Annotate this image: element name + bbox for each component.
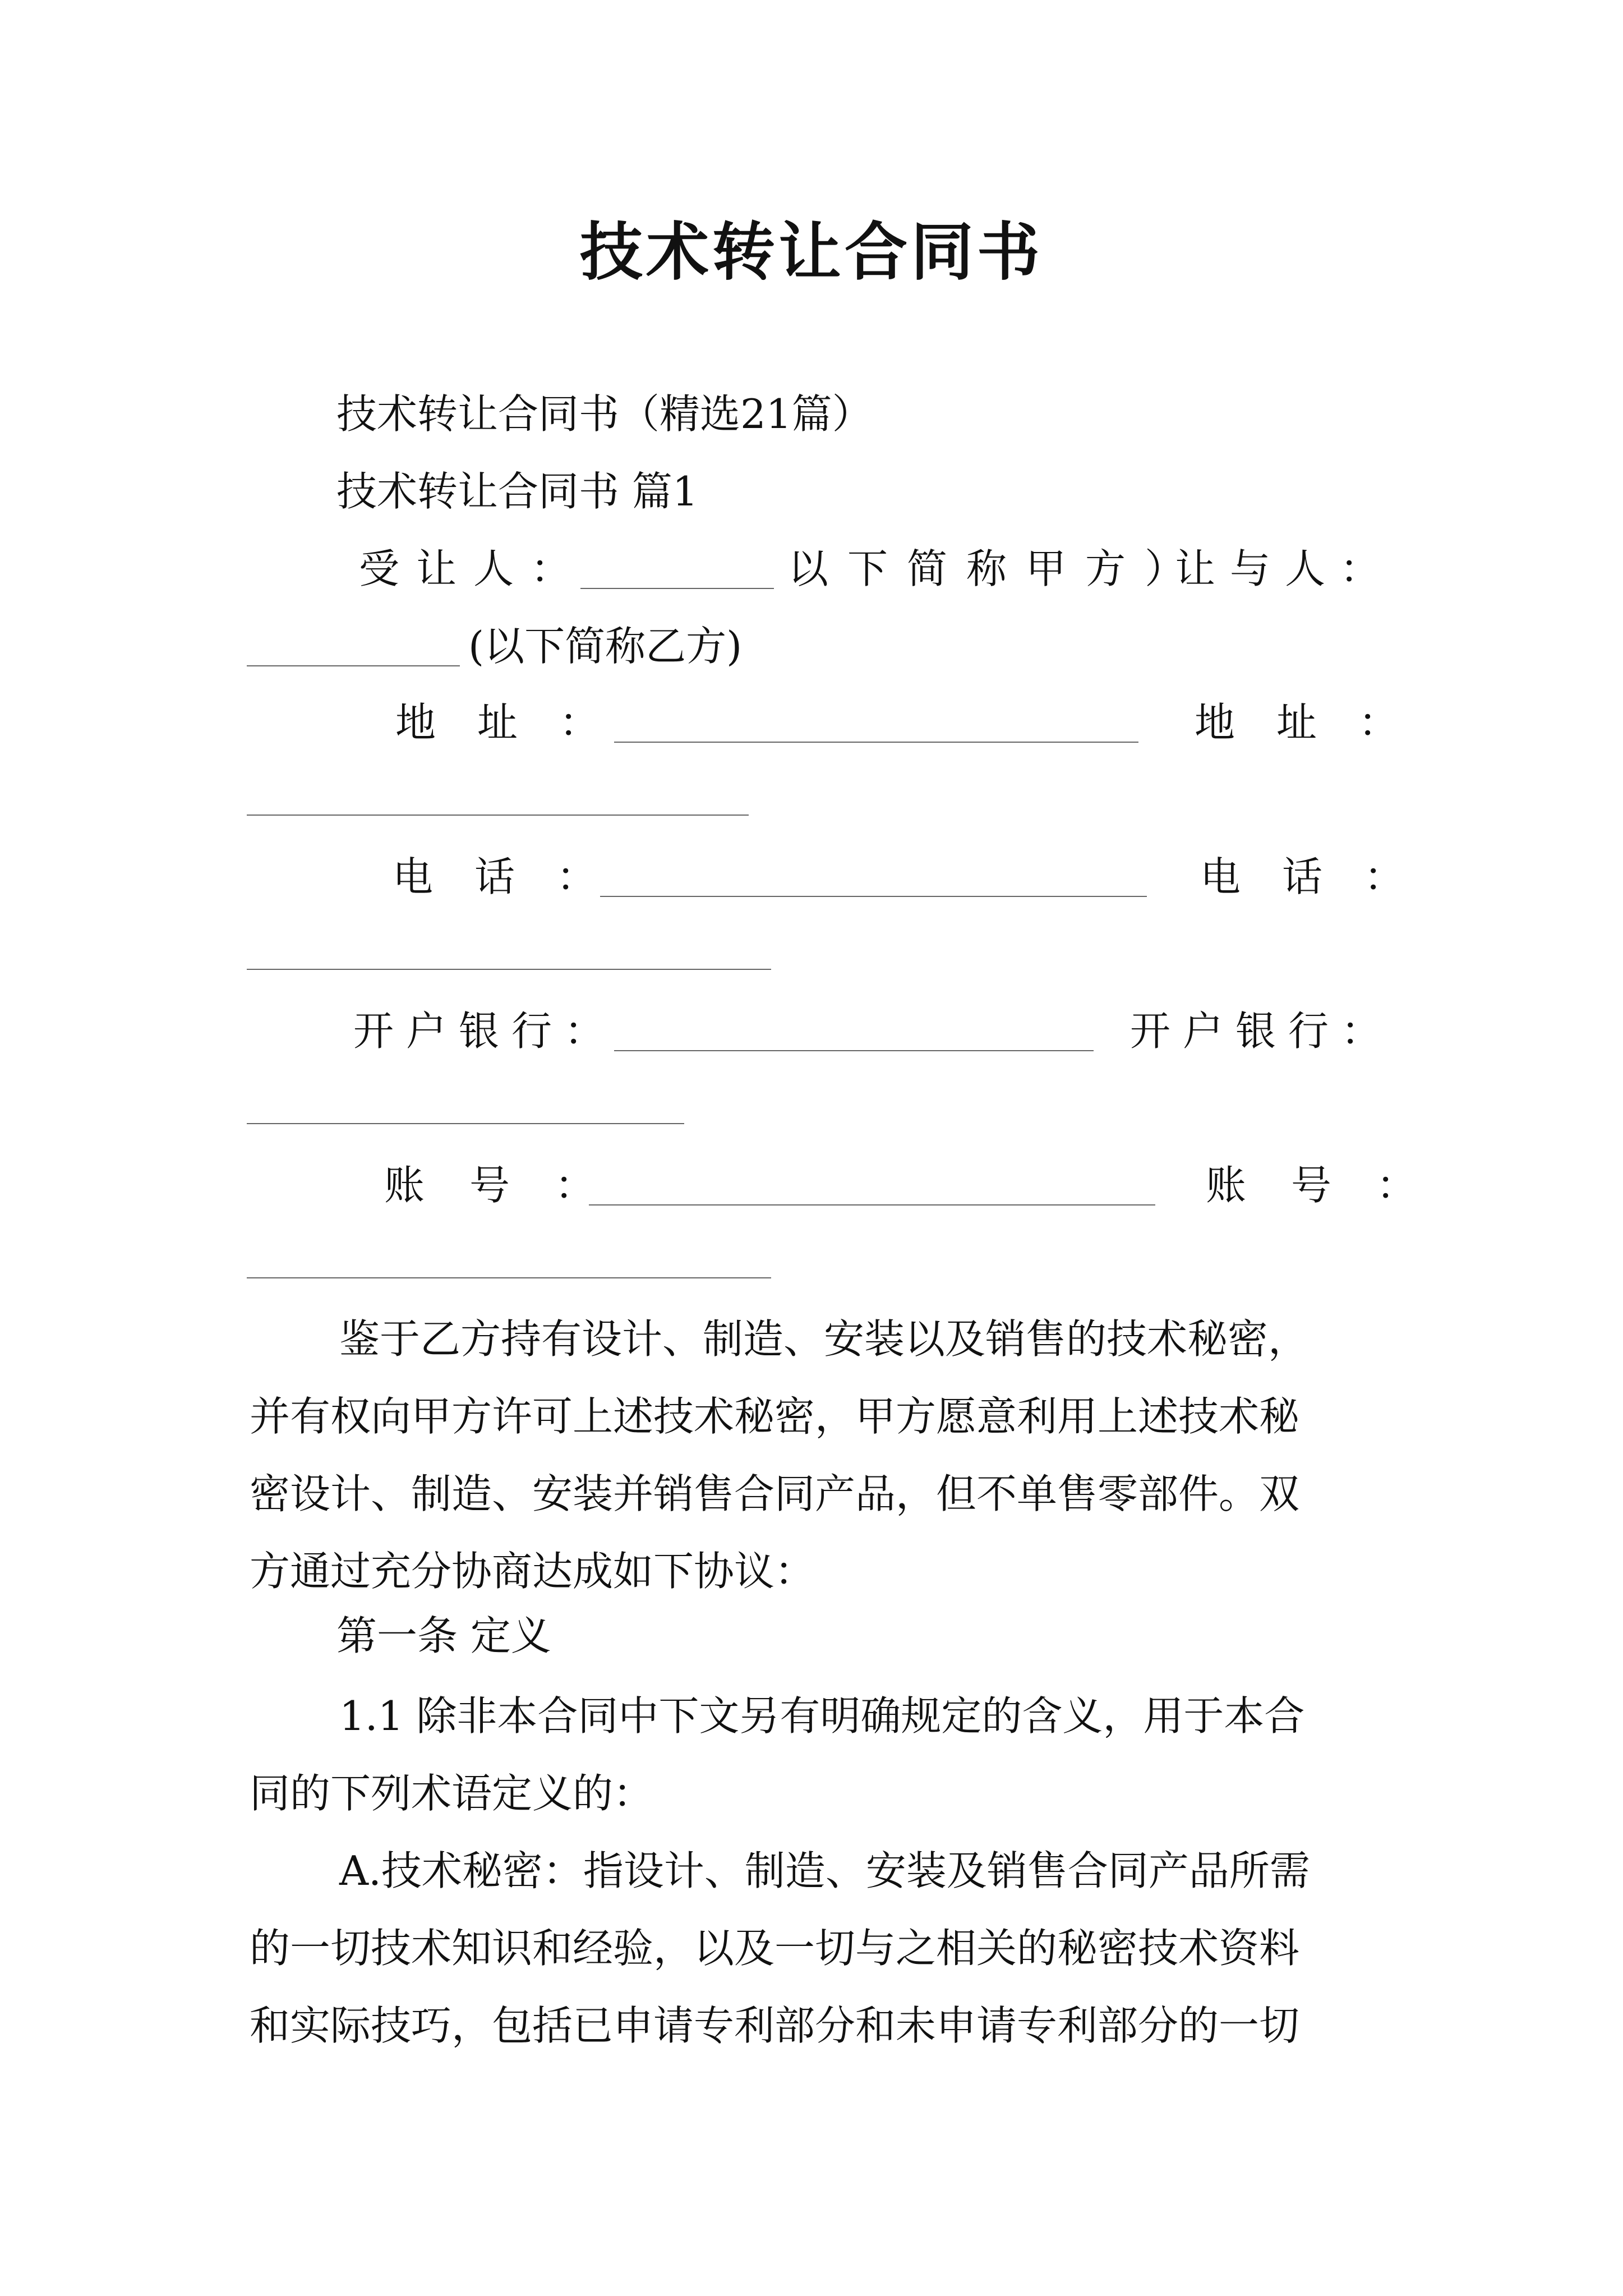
preamble-line: 方通过充分协商达成如下协议： [250, 1548, 815, 1595]
recipient-blank[interactable] [580, 588, 774, 589]
definition-a [250, 1832, 1385, 2064]
clause-line: 1.1 除非本合同中下文另有明确规定的含义，用于本合 [339, 1692, 1305, 1740]
bank-field-left[interactable] [614, 1050, 1094, 1051]
clause-1-1 [250, 1677, 1385, 1832]
preamble-line: 鉴于乙方持有设计、制造、安装以及销售的技术秘密， [339, 1315, 1309, 1363]
transferor-suffix: (以下简称乙方) [468, 623, 743, 670]
address-field-left[interactable] [614, 742, 1138, 743]
account-label-right: 账号： [1206, 1162, 1462, 1209]
address-label-left: 地址： [395, 699, 642, 746]
document-subtitle: 技术转让合同书（精选21篇） [336, 390, 873, 438]
bank-label-right: 开户银行： [1130, 1007, 1394, 1055]
clause-line: 同的下列术语定义的： [250, 1770, 654, 1817]
bank-label-left: 开户银行： [353, 1007, 617, 1055]
recipient-label: 受让人： [359, 545, 588, 592]
phone-field-left[interactable] [600, 896, 1147, 897]
phone-label-left: 电话： [393, 853, 639, 900]
address-field-right[interactable] [247, 815, 749, 816]
recipient-suffix: 以下简称甲方） [788, 545, 1205, 592]
article-1-heading: 第一条 定义 [336, 1612, 551, 1659]
preamble-line: 密设计、制造、安装并销售合同产品，但不单售零部件。双 [250, 1470, 1300, 1517]
bank-field-right[interactable] [247, 1123, 684, 1124]
preamble-paragraph [250, 1300, 1385, 1610]
phone-field-right[interactable] [247, 969, 771, 970]
account-label-left: 账号： [384, 1162, 640, 1209]
preamble-line: 并有权向甲方许可上述技术秘密，甲方愿意利用上述技术秘 [250, 1393, 1300, 1440]
definition-line: A.技术秘密：指设计、制造、安装及销售合同产品所需 [339, 1847, 1310, 1894]
account-field-right[interactable] [247, 1277, 771, 1278]
definition-line: 的一切技术知识和经验，以及一切与之相关的秘密技术资料 [250, 1925, 1300, 1972]
address-label-right: 地址： [1195, 699, 1441, 746]
document-title: 技术转让合同书 [580, 216, 1043, 289]
section-heading: 技术转让合同书 篇1 [336, 468, 698, 515]
definition-line: 和实际技巧，包括已申请专利部分和未申请专利部分的一切 [250, 2002, 1300, 2049]
transferor-label: 让与人： [1175, 545, 1395, 592]
account-field-left[interactable] [589, 1204, 1155, 1205]
phone-label-right: 电话： [1200, 853, 1446, 900]
transferor-blank[interactable] [247, 665, 460, 666]
